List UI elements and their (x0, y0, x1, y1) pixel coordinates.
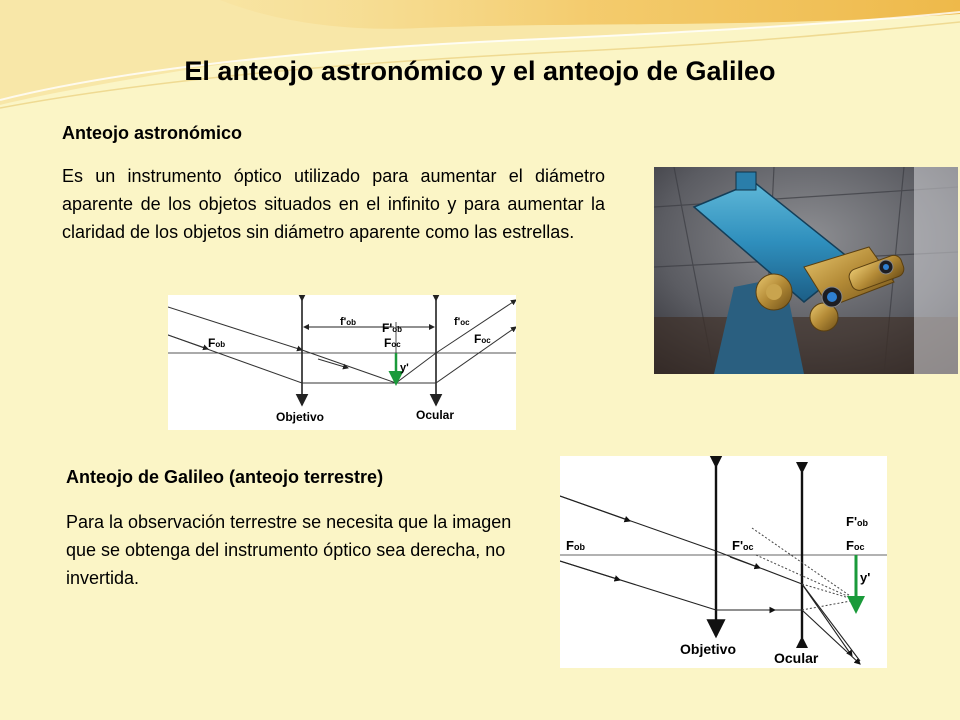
telescope-photo (654, 167, 958, 374)
label-F-ob-2: Fob (566, 538, 585, 553)
astronomical-telescope-diagram (168, 295, 516, 430)
label-objetivo: Objetivo (276, 410, 325, 424)
label-Fprime-oc-2: F'oc (732, 538, 754, 553)
label-fprime-ob: f'ob (340, 316, 357, 328)
label-F-oc: Foc (384, 336, 401, 350)
section-heading-astronomico: Anteojo astronómico (62, 123, 243, 143)
label-F-ob: Fob (208, 336, 226, 350)
section-text-astronomico: Es un instrumento óptico utilizado para aumentar el diámetro aparente de los objetos situados en el infinito y para aumentar la claridad de los objetos sin diámetro aparente como las estrellas. (62, 166, 605, 242)
label-y-prime: y' (400, 362, 409, 374)
galileo-telescope-diagram (560, 456, 887, 668)
section-text-galileo: Para la observación terrestre se necesita que la imagen que se obtenga del instrumento óptico sea derecha, no invertida. (66, 512, 512, 588)
page-title: El anteojo astronómico y el anteojo de Galileo (184, 56, 776, 86)
label-objetivo-2: Objetivo (680, 641, 737, 657)
label-ocular-2: Ocular (774, 650, 819, 666)
label-y-prime-2: y' (860, 570, 871, 585)
label-F-oc-right: Foc (474, 332, 491, 346)
label-Fprime-ob: F'ob (382, 321, 402, 335)
section-heading-galileo: Anteojo de Galileo (anteojo terrestre) (66, 467, 384, 487)
label-fprime-oc: f'oc (454, 316, 470, 328)
label-F-oc-2: Foc (846, 538, 865, 553)
label-ocular: Ocular (416, 408, 455, 422)
label-Fprime-ob-2: F'ob (846, 514, 869, 529)
